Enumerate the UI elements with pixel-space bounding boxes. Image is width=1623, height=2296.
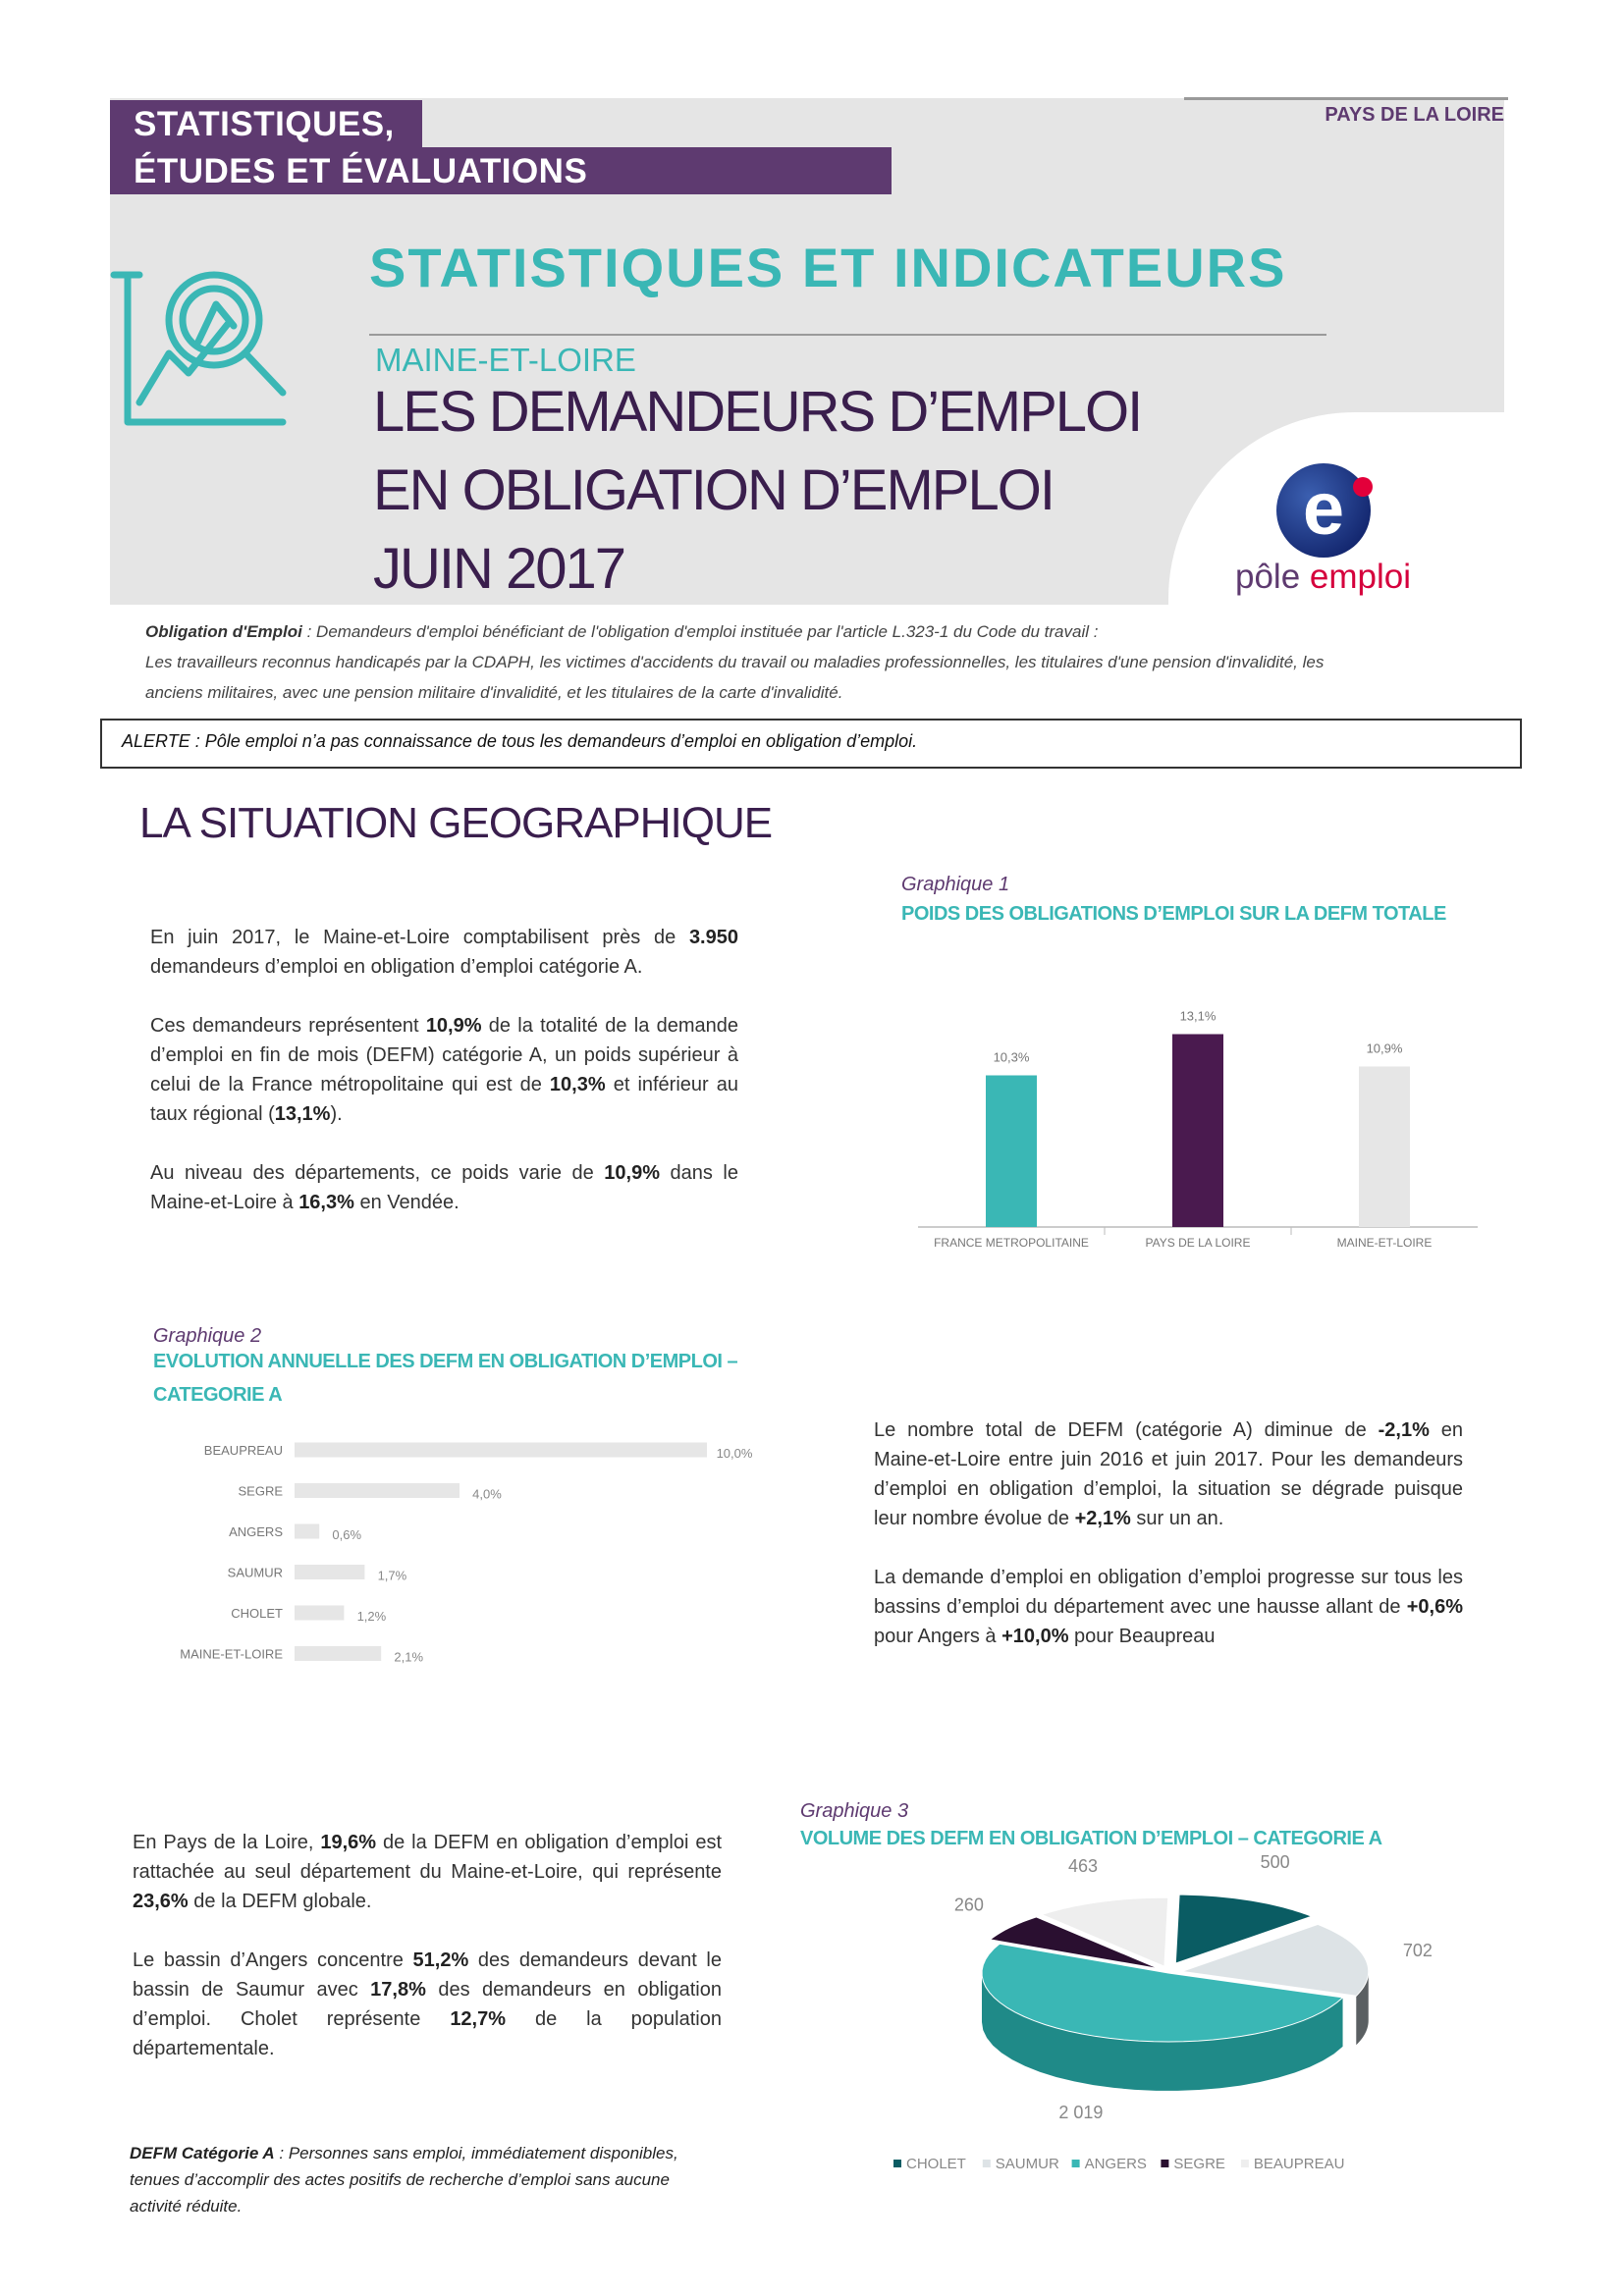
graph3-value-label: 260 — [953, 1895, 984, 1915]
graph2-value-label: 10,0% — [716, 1446, 753, 1461]
graph1-bar — [986, 1076, 1037, 1228]
graph1-bar-chart — [903, 991, 1492, 1266]
graph2-label: Graphique 2 — [153, 1325, 262, 1347]
graph3-value-label: 2 019 — [1058, 2103, 1104, 2123]
graph3-label: Graphique 3 — [800, 1800, 909, 1822]
section-title: LA SITUATION GEOGRAPHIQUE — [139, 799, 773, 847]
main-title-line-1: LES DEMANDEURS D’EMPLOI — [373, 380, 1142, 444]
logo-letter: e — [1302, 467, 1345, 551]
text-block-3: En Pays de la Loire, 19,6% de la DEFM en obligation d’emploi est rattachée au seul département du Maine-et-Loire, qui représente 23,6% de la DEFM globale. Le bassin d’Angers concentre 51,2% des demandeurs devant le bassin de Saumur avec 17,8% des demandeurs en obligation d’emploi. Cholet représente 12,7% de la population départementale. — [133, 1832, 722, 2059]
definition-term: Obligation d'Emploi — [145, 622, 302, 641]
graph2-bar — [295, 1524, 319, 1539]
graph2-bar — [295, 1606, 344, 1621]
graph1-label: Graphique 1 — [901, 874, 1010, 895]
graph2-horizontal-bar-chart — [157, 1433, 785, 1688]
graph1-title: POIDS DES OBLIGATIONS D’EMPLOI SUR LA DEFM TOTALE — [901, 903, 1446, 925]
graph1-category-label: MAINE-ET-LOIRE — [1336, 1236, 1433, 1250]
footnote: DEFM Catégorie A : Personnes sans emploi, immédiatement disponibles, tenues d’accomplir des actes positifs de recherche d’emploi sans aucune activité réduite. — [130, 2144, 678, 2216]
main-title-line-3: JUIN 2017 — [373, 537, 625, 601]
graph3-legend-swatch — [1241, 2160, 1249, 2167]
department-label: MAINE-ET-LOIRE — [375, 342, 636, 378]
main-title-line-2: EN OBLIGATION D’EMPLOI — [373, 458, 1054, 522]
graph2-category-label: ANGERS — [229, 1524, 283, 1539]
band-line-1: STATISTIQUES, — [134, 105, 395, 143]
graph2-title-line-1: EVOLUTION ANNUELLE DES DEFM EN OBLIGATION D’EMPLOI – — [153, 1351, 738, 1372]
graph2-category-label: BEAUPREAU — [203, 1443, 283, 1458]
graph2-value-label: 1,7% — [377, 1568, 407, 1583]
graph1-bar — [1359, 1067, 1410, 1228]
graph1-value-label: 13,1% — [1179, 1008, 1217, 1024]
graph2-value-label: 2,1% — [394, 1649, 424, 1665]
graph2-bar — [295, 1483, 460, 1498]
graph3-legend-label: CHOLET — [906, 2156, 966, 2172]
graph2-value-label: 4,0% — [472, 1486, 502, 1502]
graph3-value-label: 463 — [1068, 1856, 1099, 1877]
region-rule — [1184, 97, 1508, 100]
graph2-bar — [295, 1565, 364, 1579]
graph3-legend-swatch — [1161, 2160, 1168, 2167]
graph3-value-label: 702 — [1402, 1941, 1433, 1961]
pole-emploi-logo-text: pôle emploi — [1235, 558, 1412, 596]
graph3-legend-swatch — [983, 2160, 991, 2167]
graph3-legend-swatch — [893, 2160, 901, 2167]
graph3-legend-label: SEGRE — [1173, 2156, 1225, 2172]
magnifier-chart-icon — [110, 265, 297, 432]
graph2-value-label: 0,6% — [332, 1527, 362, 1542]
alert-text: ALERTE : Pôle emploi n’a pas connaissance de tous les demandeurs d’emploi en obligation d’emploi. — [122, 731, 918, 751]
band-line-2: ÉTUDES ET ÉVALUATIONS — [134, 152, 588, 190]
graph2-category-label: MAINE-ET-LOIRE — [180, 1646, 283, 1662]
graph1-value-label: 10,3% — [993, 1049, 1030, 1065]
graph2-bar — [295, 1443, 707, 1458]
graph2-bar — [295, 1646, 381, 1661]
graph2-category-label: CHOLET — [231, 1606, 283, 1621]
graph2-category-label: SAUMUR — [227, 1565, 283, 1580]
region-label: PAYS DE LA LOIRE — [1325, 104, 1504, 126]
graph1-category-label: PAYS DE LA LOIRE — [1145, 1236, 1251, 1250]
graph3-legend-label: SAUMUR — [995, 2156, 1059, 2172]
graph3-value-label: 500 — [1260, 1851, 1290, 1872]
footnote-term: DEFM Catégorie A — [130, 2144, 275, 2163]
graph3-legend-swatch — [1072, 2160, 1080, 2167]
graph3-pie-chart — [864, 1851, 1492, 2189]
title-rule — [369, 334, 1326, 336]
text-block-2: Le nombre total de DEFM (catégorie A) diminue de -2,1% en Maine-et-Loire entre juin 2016 et juin 2017. Pour les demandeurs d’emploi en obligation d’emploi, la situation se dégrade puisque leur nombre évolue de +2,1% sur un an. La demande d’emploi en obligation d’emploi progresse sur tous les bassins d’emploi du département avec une hausse allant de +0,6% pour Angers à +10,0% pour Beaupreau — [874, 1419, 1463, 1647]
definition-block: Obligation d'Emploi : Demandeurs d'emploi bénéficiant de l'obligation d'emploi instituée par l'article L.323-1 du Code du travail : Les travailleurs reconnus handicapés par la CDAPH, les victimes d'accidents du travail ou maladies professionnelles, les titulaires d'une pension d'invalidité, les anciens militaires, avec une pension militaire d'invalidité, et les titulaires de la carte d'invalidité. — [145, 622, 1325, 702]
section-header-title: STATISTIQUES ET INDICATEURS — [369, 237, 1287, 298]
graph1-value-label: 10,9% — [1366, 1041, 1403, 1056]
graph2-category-label: SEGRE — [238, 1483, 283, 1499]
graph3-title: VOLUME DES DEFM EN OBLIGATION D’EMPLOI – CATEGORIE A — [800, 1828, 1382, 1849]
graph2-title-line-2: CATEGORIE A — [153, 1384, 283, 1406]
text-block-1: En juin 2017, le Maine-et-Loire comptabilisent près de 3.950 demandeurs d’emploi en obligation d’emploi catégorie A. Ces demandeurs représentent 10,9% de la totalité de la demande d’emploi en fin de mois (DEFM) catégorie A, un poids supérieur à celui de la France métropolitaine qui est de 10,3% et inférieur au taux régional (13,1%). Au niveau des départements, ce poids varie de 10,9% dans le Maine-et-Loire à 16,3% en Vendée. — [150, 927, 739, 1213]
graph3-legend-label: BEAUPREAU — [1253, 2156, 1345, 2172]
graph1-bar — [1172, 1035, 1223, 1228]
pole-emploi-logo-icon — [1274, 459, 1379, 561]
graph2-value-label: 1,2% — [356, 1609, 387, 1624]
graph1-category-label: FRANCE METROPOLITAINE — [934, 1236, 1089, 1250]
graph3-legend-label: ANGERS — [1084, 2156, 1147, 2172]
